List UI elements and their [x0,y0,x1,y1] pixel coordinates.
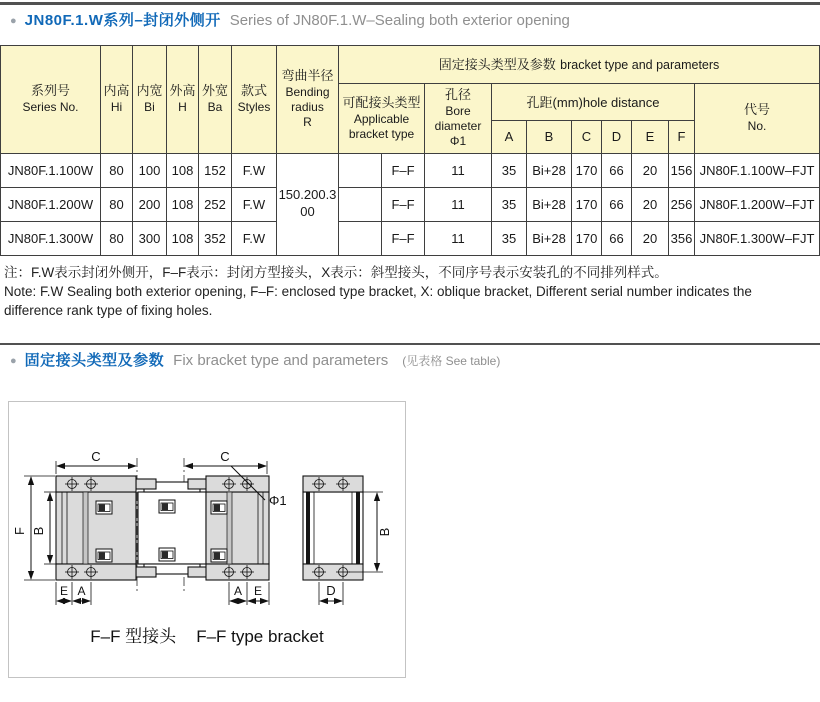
cell-bracket-icon [339,221,382,255]
cell-d: 66 [602,153,632,187]
cell-no: JN80F.1.300W–FJT [695,221,820,255]
svg-text:C: C [91,448,101,464]
cell-style: F.W [232,153,277,187]
cell-bore: 11 [425,187,492,221]
cell-c: 170 [572,221,602,255]
cell-e: 20 [632,153,669,187]
svg-text:A: A [233,583,243,598]
bullet-icon: ● [10,14,17,27]
cell-b: Bi+28 [527,187,572,221]
cell-ba: 352 [199,221,232,255]
col-header-ba: 外宽 Ba [199,45,232,153]
col-header-no: 代号 No. [695,83,820,153]
cell-a: 35 [492,153,527,187]
cell-f: 356 [669,221,695,255]
cell-e: 20 [632,221,669,255]
cell-style: F.W [232,187,277,221]
cell-bi: 100 [133,153,167,187]
cell-bi: 200 [133,187,167,221]
side-view [303,476,363,580]
svg-text:A: A [77,583,86,598]
cell-d: 66 [602,187,632,221]
cell-a: 35 [492,221,527,255]
svg-text:E: E [253,583,263,598]
svg-text:B: B [31,526,46,536]
spec-table [0,45,820,256]
col-header-b: B [527,120,572,153]
col-header-h: 外高 H [167,45,199,153]
col-header-a: A [492,120,527,153]
table-row [1,221,820,255]
bracket-technical-drawing [9,408,405,620]
cell-e: 20 [632,187,669,221]
cell-f: 156 [669,153,695,187]
cell-hi: 80 [101,153,133,187]
section1-title-en: Series of JN80F.1.W–Sealing both exterior opening [229,12,570,29]
dimension-a-e-right [229,582,269,605]
cell-bi: 300 [133,221,167,255]
cell-series: JN80F.1.200W [1,187,101,221]
cell-bore: 11 [425,221,492,255]
cell-no: JN80F.1.100W–FJT [695,153,820,187]
cell-series: JN80F.1.100W [1,153,101,187]
cell-series: JN80F.1.300W [1,221,101,255]
cell-hi: 80 [101,187,133,221]
drawing-caption-en: F–F type bracket [196,626,324,646]
section2-title-cn: 固定接头类型及参数 [24,352,165,370]
bracket-drawing-box [8,401,406,678]
cell-c: 170 [572,153,602,187]
col-header-bending-radius: 弯曲半径 Bending radius R [277,45,339,153]
bullet-icon: ● [10,354,17,367]
cell-bracket-type: F–F [382,153,425,187]
cell-h: 108 [167,187,199,221]
cell-hi: 80 [101,221,133,255]
svg-text:F: F [12,526,27,535]
col-header-bi: 内宽 Bi [133,45,167,153]
col-header-c: C [572,120,602,153]
cell-b: Bi+28 [527,153,572,187]
cell-f: 256 [669,187,695,221]
cell-h: 108 [167,221,199,255]
cell-bracket-type: F–F [382,187,425,221]
dimension-c-right [185,449,267,474]
svg-text:B: B [377,527,392,537]
col-header-hi: 内高 Hi [101,45,133,153]
table-row [1,187,820,221]
col-header-e: E [632,120,669,153]
section2-hint: (见表格 See table) [402,354,501,369]
cell-ba: 152 [199,153,232,187]
svg-text:D: D [326,582,336,598]
table-row [1,153,820,187]
col-header-series: 系列号 Series No. [1,45,101,153]
section1-title-cn: JN80F.1.W系列–封闭外侧开 [24,12,221,29]
notes [4,263,812,320]
cell-style: F.W [232,221,277,255]
section2-title [0,345,820,371]
col-header-f: F [669,120,695,153]
dimension-c-left [56,449,136,474]
middle-link [138,482,206,574]
cell-bracket-type: F–F [382,221,425,255]
col-header-styles: 款式 Styles [232,45,277,153]
dimension-b-left [31,492,56,564]
section2-title-en: Fix bracket type and parameters [173,352,389,370]
dimension-d [319,582,343,605]
cell-c: 170 [572,187,602,221]
drawing-caption [9,622,405,647]
cell-ba: 252 [199,187,232,221]
cell-a: 35 [492,187,527,221]
cell-h: 108 [167,153,199,187]
col-header-d: D [602,120,632,153]
group-header-bracket-params: 固定接头类型及参数 bracket type and parameters [339,45,820,83]
cell-bending-radius: 150.200.300 [277,153,339,255]
note-cn: 注：F.W表示封闭外侧开，F–F表示：封闭方型接头，X表示：斜型接头，不同序号表示安装孔的不同排列样式。 [4,264,668,280]
cell-bore: 11 [425,153,492,187]
svg-text:C: C [220,448,230,464]
svg-text:Φ1: Φ1 [269,492,287,508]
cell-bracket-icon [339,153,382,187]
col-header-applicable-bracket: 可配接头类型 Applicable bracket type [339,83,425,153]
cell-d: 66 [602,221,632,255]
group-header-hole-distance: 孔距(mm)hole distance [492,83,695,120]
section1-title [0,5,820,31]
cell-bracket-icon [339,187,382,221]
cell-no: JN80F.1.200W–FJT [695,187,820,221]
drawing-caption-cn: F–F 型接头 [90,626,177,646]
col-header-bore-diameter: 孔径 Bore diameter Φ1 [425,83,492,153]
svg-text:E: E [59,583,69,598]
dimension-e-a-left [56,582,91,605]
cell-b: Bi+28 [527,221,572,255]
note-en: Note: F.W Sealing both exterior opening, F–F: enclosed type bracket, X: oblique bracket, Different serial number indicates the difference rank type of fixing holes. [4,283,752,319]
